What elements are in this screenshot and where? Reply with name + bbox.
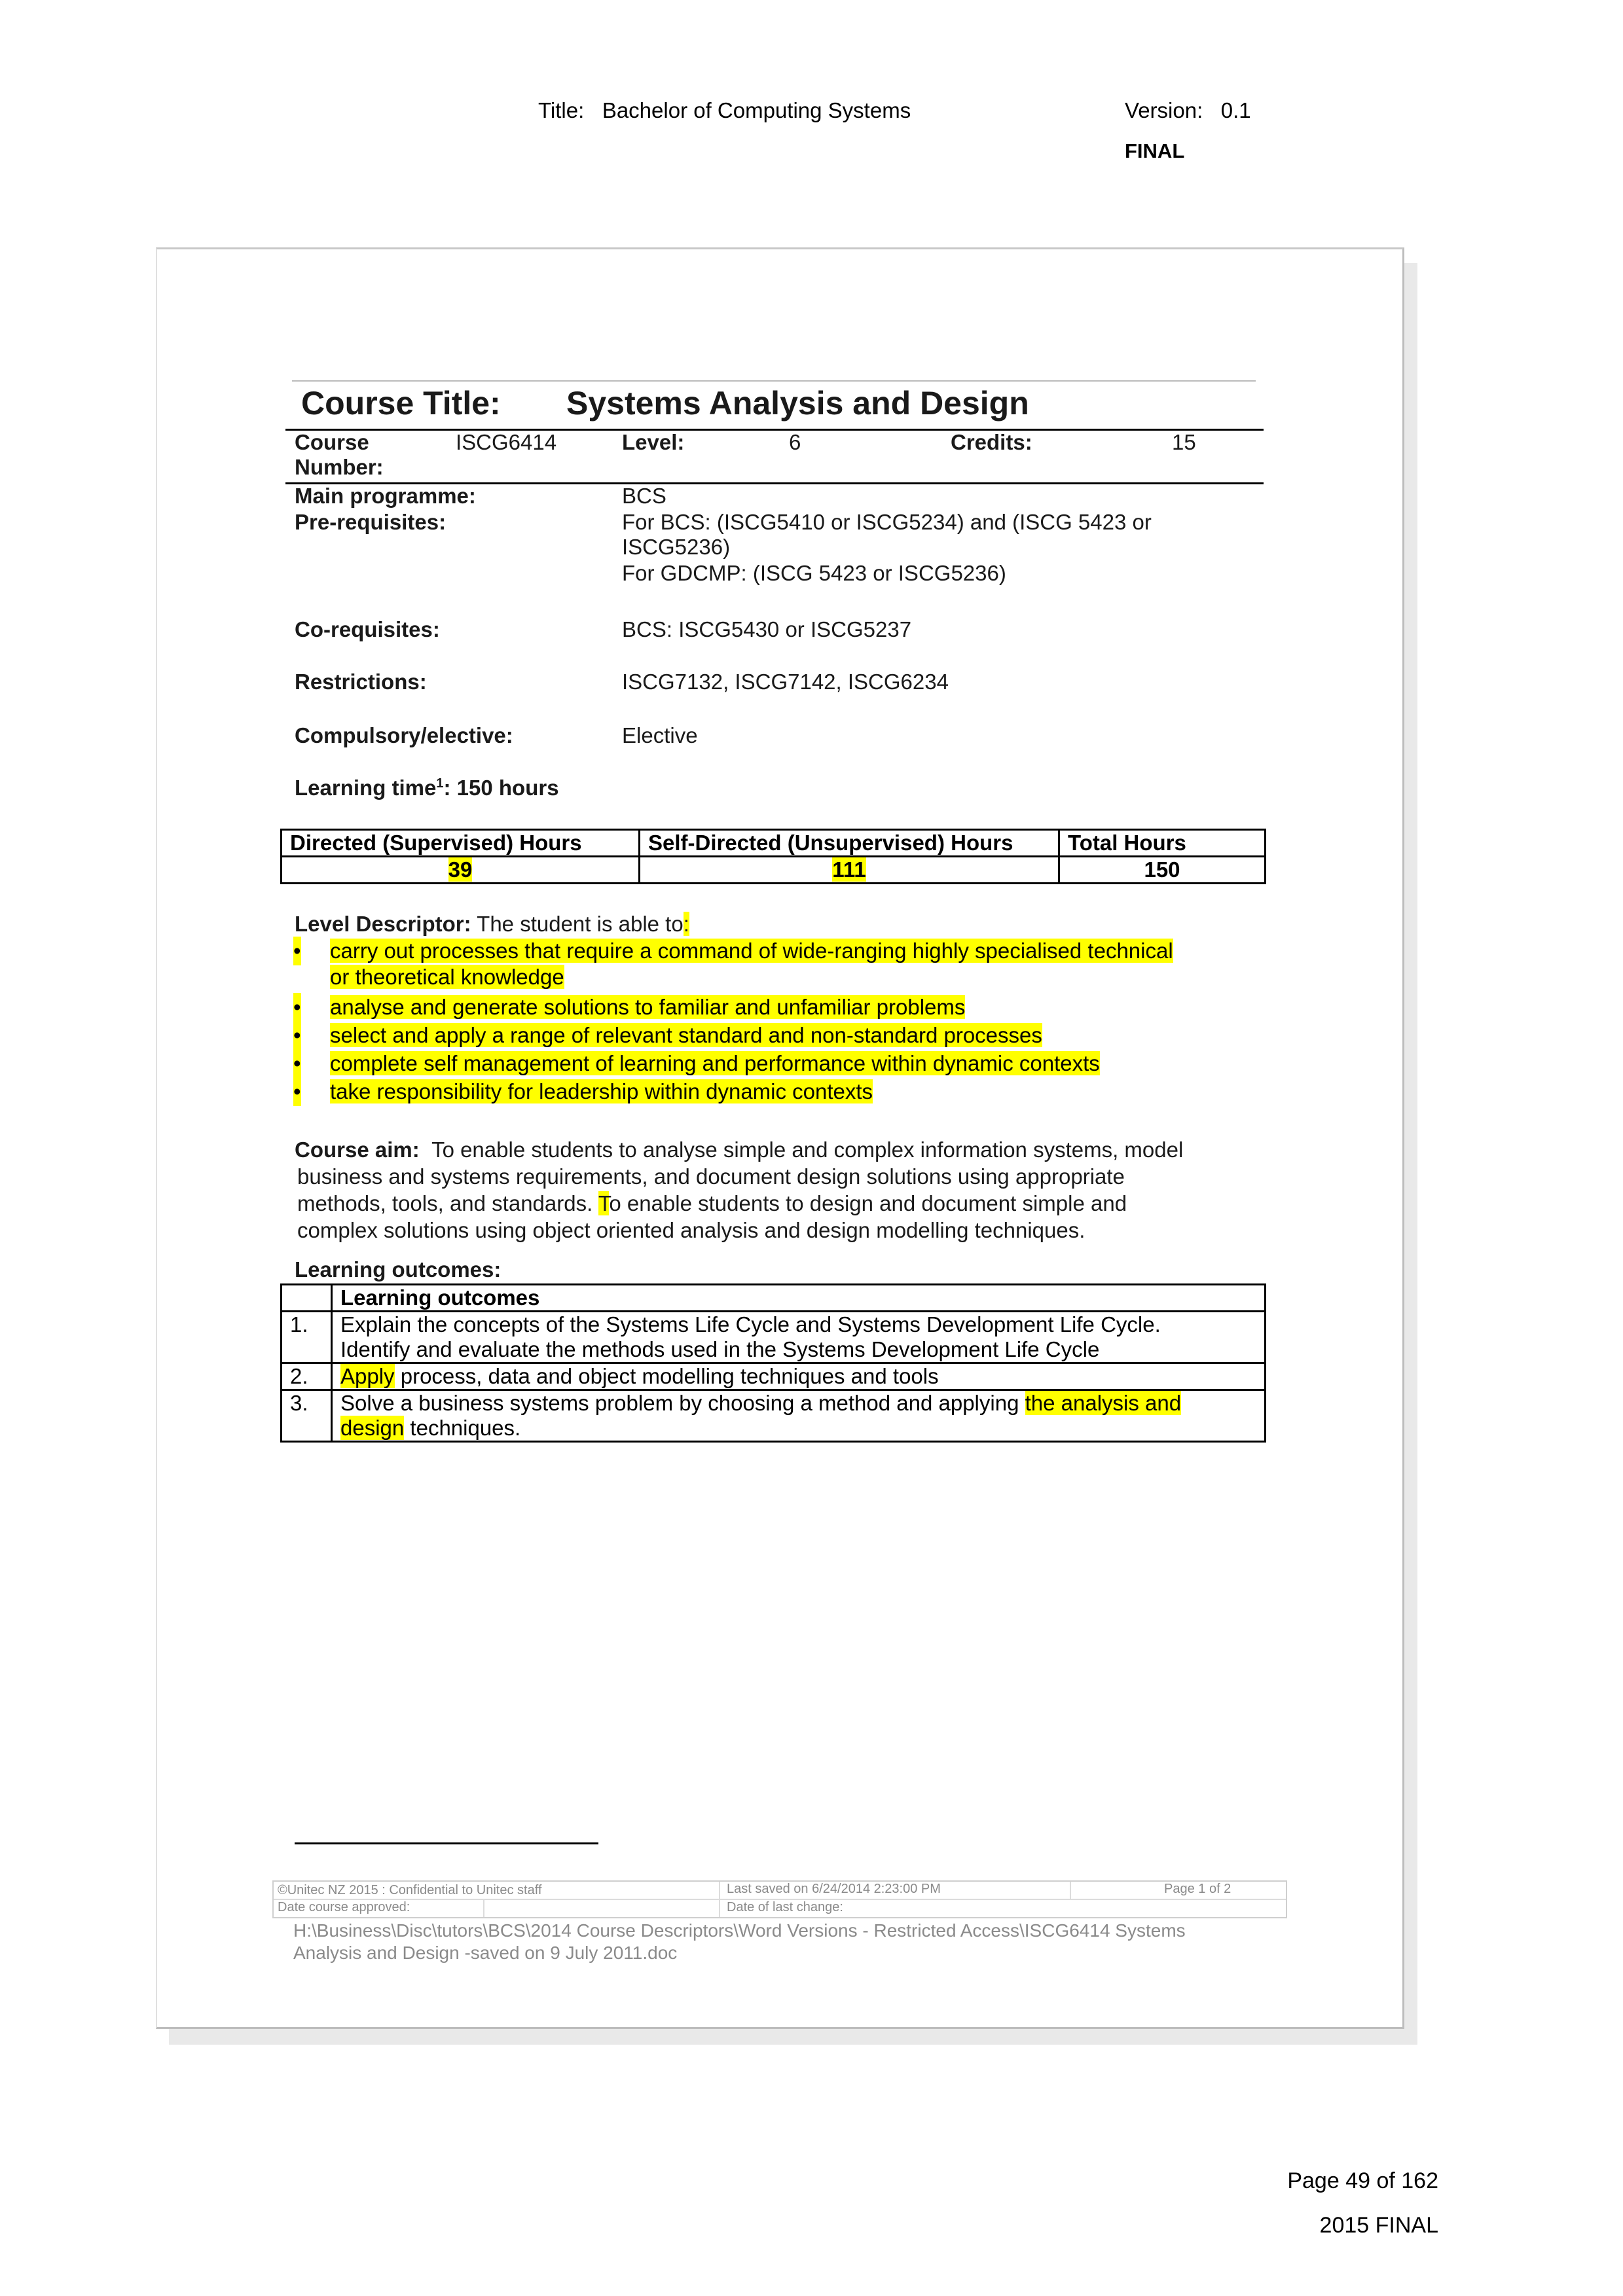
level-descriptor-item <box>293 1021 1042 1050</box>
footer-path <box>293 1920 1186 1964</box>
outcome-num-header <box>282 1285 332 1312</box>
outcome-post: techniques. <box>404 1416 521 1440</box>
level-value: 6 <box>789 430 801 454</box>
footer-page: Page 1 of 2 <box>1164 1882 1231 1896</box>
header-title-value: Bachelor of Computing Systems <box>602 98 911 122</box>
learning-outcomes-header-text: Learning outcomes <box>332 1285 1266 1312</box>
page-edition: 2015 FINAL <box>1319 2213 1438 2238</box>
prereq-line-1: For BCS: (ISCG5410 or ISCG5234) and (ISCG 5423 or <box>622 510 1152 534</box>
outcome-num: 1. <box>282 1312 332 1363</box>
header-title <box>538 98 911 123</box>
credits-value: 15 <box>1172 430 1196 454</box>
learning-outcomes-header <box>282 1285 1266 1312</box>
header-version-value: 0.1 <box>1220 98 1251 122</box>
level-label: Level: <box>622 430 685 454</box>
learning-outcomes-label: Learning outcomes: <box>295 1257 501 1282</box>
prereq-label: Pre-requisites: <box>295 510 447 534</box>
footer-path-line-2: Analysis and Design -saved on 9 July 2011.doc <box>293 1943 678 1963</box>
course-number-label-2: Number: <box>295 455 384 479</box>
level-descriptor-item <box>293 1049 1100 1078</box>
level-descriptor-item-text: or theoretical knowledge <box>330 965 564 989</box>
footnote-separator <box>295 1842 598 1844</box>
course-number-value: ISCG6414 <box>456 430 557 454</box>
hours-header-total: Total Hours <box>1059 830 1266 857</box>
hours-value-self-directed: 111 <box>832 857 866 882</box>
footer-date-approved: Date course approved: <box>278 1900 410 1914</box>
course-title-label: Course Title: <box>301 385 501 422</box>
header-title-label: Title: <box>538 98 585 122</box>
outcome-pre: Solve a business systems problem by choosing a method and applying <box>340 1391 1025 1415</box>
footer-divider-v <box>483 1899 484 1917</box>
header-version-label: Version: <box>1125 98 1203 122</box>
coreq-label: Co-requisites: <box>295 617 440 641</box>
level-descriptor-text: The student is able to <box>477 912 684 936</box>
level-descriptor-item-text: analyse and generate solutions to familiar and unfamiliar problems <box>330 995 966 1019</box>
outcome-text <box>332 1390 1266 1442</box>
learning-time-prefix: Learning time <box>295 776 437 800</box>
level-descriptor-item-cont <box>330 963 564 992</box>
bullet-icon: • <box>293 1077 301 1106</box>
course-number-label-1: Course <box>295 430 369 454</box>
footer-path-line-1: H:\Business\Disc\tutors\BCS\2014 Course Descriptors\Word Versions - Restricted Access\ISCG6414 Systems <box>293 1920 1186 1941</box>
hours-header-self-directed: Self-Directed (Unsupervised) Hours <box>640 830 1059 857</box>
level-descriptor-item-text: carry out processes that require a command of wide-ranging highly specialised technical <box>330 939 1173 963</box>
credits-label: Credits: <box>951 430 1032 454</box>
level-descriptor-colon: : <box>683 912 689 936</box>
footer-date-change: Date of last change: <box>727 1900 843 1914</box>
level-descriptor-label: Level Descriptor: <box>295 912 471 936</box>
outcome-text-line-1 <box>340 1391 1256 1416</box>
page-number: Page 49 of 162 <box>1287 2168 1438 2193</box>
hours-value-directed: 39 <box>448 857 473 882</box>
footer-divider-v <box>719 1882 720 1917</box>
restrictions-value: ISCG7132, ISCG7142, ISCG6234 <box>622 670 949 694</box>
outcome-text-line-2 <box>340 1416 1256 1441</box>
level-descriptor-item-text: select and apply a range of relevant standard and non-standard processes <box>330 1023 1042 1047</box>
hours-value-total: 150 <box>1059 857 1266 884</box>
footer-divider-v <box>1070 1882 1071 1899</box>
bullet-icon: • <box>293 937 301 965</box>
outcome-highlight: Apply <box>340 1364 395 1388</box>
embedded-footer-box <box>272 1880 1287 1918</box>
level-descriptor-item <box>293 993 965 1022</box>
outcome-text-line-1: Explain the concepts of the Systems Life Cycle and Systems Development Life Cycle. <box>340 1312 1161 1336</box>
compulsory-value: Elective <box>622 723 698 747</box>
outcome-highlight: design <box>340 1416 405 1440</box>
outcome-text-line-2: Identify and evaluate the methods used in the Systems Development Life Cycle <box>340 1337 1100 1361</box>
coreq-value: BCS: ISCG5430 or ISCG5237 <box>622 617 912 641</box>
level-descriptor-item-text: complete self management of learning and performance within dynamic contexts <box>330 1051 1100 1075</box>
course-aim-text-3b: T <box>598 1191 610 1215</box>
outcome-text <box>332 1363 1266 1390</box>
hours-header-directed: Directed (Supervised) Hours <box>282 830 640 857</box>
course-aim-text-3a: methods, tools, and standards. <box>297 1191 598 1215</box>
course-aim-line <box>295 1190 1183 1217</box>
prereq-line-3: For GDCMP: (ISCG 5423 or ISCG5236) <box>622 561 1006 585</box>
level-descriptor-intro <box>295 912 689 937</box>
outcome-row <box>282 1312 1266 1363</box>
prereq-line-2: ISCG5236) <box>622 535 731 559</box>
course-aim-text-2: business and systems requirements, and document design solutions using appropriate <box>297 1164 1125 1189</box>
course-aim-text-3c: o enable students to design and document simple and <box>609 1191 1127 1215</box>
course-aim-text-1: To enable students to analyse simple and complex information systems, model <box>431 1138 1184 1162</box>
footer-copyright: ©Unitec NZ 2015 : Confidential to Unitec staff <box>278 1883 542 1897</box>
hours-table-values <box>282 857 1266 884</box>
learning-time-suffix: : 150 hours <box>443 776 559 800</box>
embedded-course-page <box>156 247 1404 2029</box>
hours-table-header <box>282 830 1266 857</box>
bullet-icon: • <box>293 1021 301 1050</box>
outcome-row <box>282 1390 1266 1442</box>
bullet-icon: • <box>293 993 301 1022</box>
main-programme-label: Main programme: <box>295 484 476 508</box>
main-programme-value: BCS <box>622 484 666 508</box>
footnote-ref: 1 <box>436 776 444 791</box>
level-descriptor-item-text: take responsibility for leadership within dynamic contexts <box>330 1079 873 1103</box>
outcome-highlight: the analysis and <box>1025 1391 1182 1415</box>
learning-outcomes-table <box>280 1283 1266 1443</box>
course-aim-label: Course aim: <box>295 1138 420 1162</box>
bullet-icon: • <box>293 1049 301 1078</box>
course-aim-line <box>295 1136 1183 1163</box>
outcome-row <box>282 1363 1266 1390</box>
level-descriptor-item <box>293 1077 873 1106</box>
outcome-num: 3. <box>282 1390 332 1442</box>
outcome-num: 2. <box>282 1363 332 1390</box>
header-version <box>1125 98 1251 123</box>
title-rule <box>285 429 1264 431</box>
compulsory-label: Compulsory/elective: <box>295 723 513 747</box>
course-aim-text-4: complex solutions using object oriented analysis and design modelling techniques. <box>297 1218 1085 1242</box>
outcome-rest: process, data and object modelling techniques and tools <box>394 1364 939 1388</box>
learning-time <box>295 776 559 800</box>
hours-cell-self-directed <box>640 857 1059 884</box>
level-descriptor-item <box>293 937 1173 965</box>
course-title-value: Systems Analysis and Design <box>566 385 1029 422</box>
hours-table <box>280 829 1266 884</box>
hours-cell-directed <box>282 857 640 884</box>
course-aim <box>295 1136 1183 1244</box>
header-status: FINAL <box>1125 139 1185 162</box>
footer-last-saved: Last saved on 6/24/2014 2:23:00 PM <box>727 1882 941 1896</box>
top-thin-rule <box>292 380 1256 382</box>
outcome-text <box>332 1312 1266 1363</box>
restrictions-label: Restrictions: <box>295 670 427 694</box>
